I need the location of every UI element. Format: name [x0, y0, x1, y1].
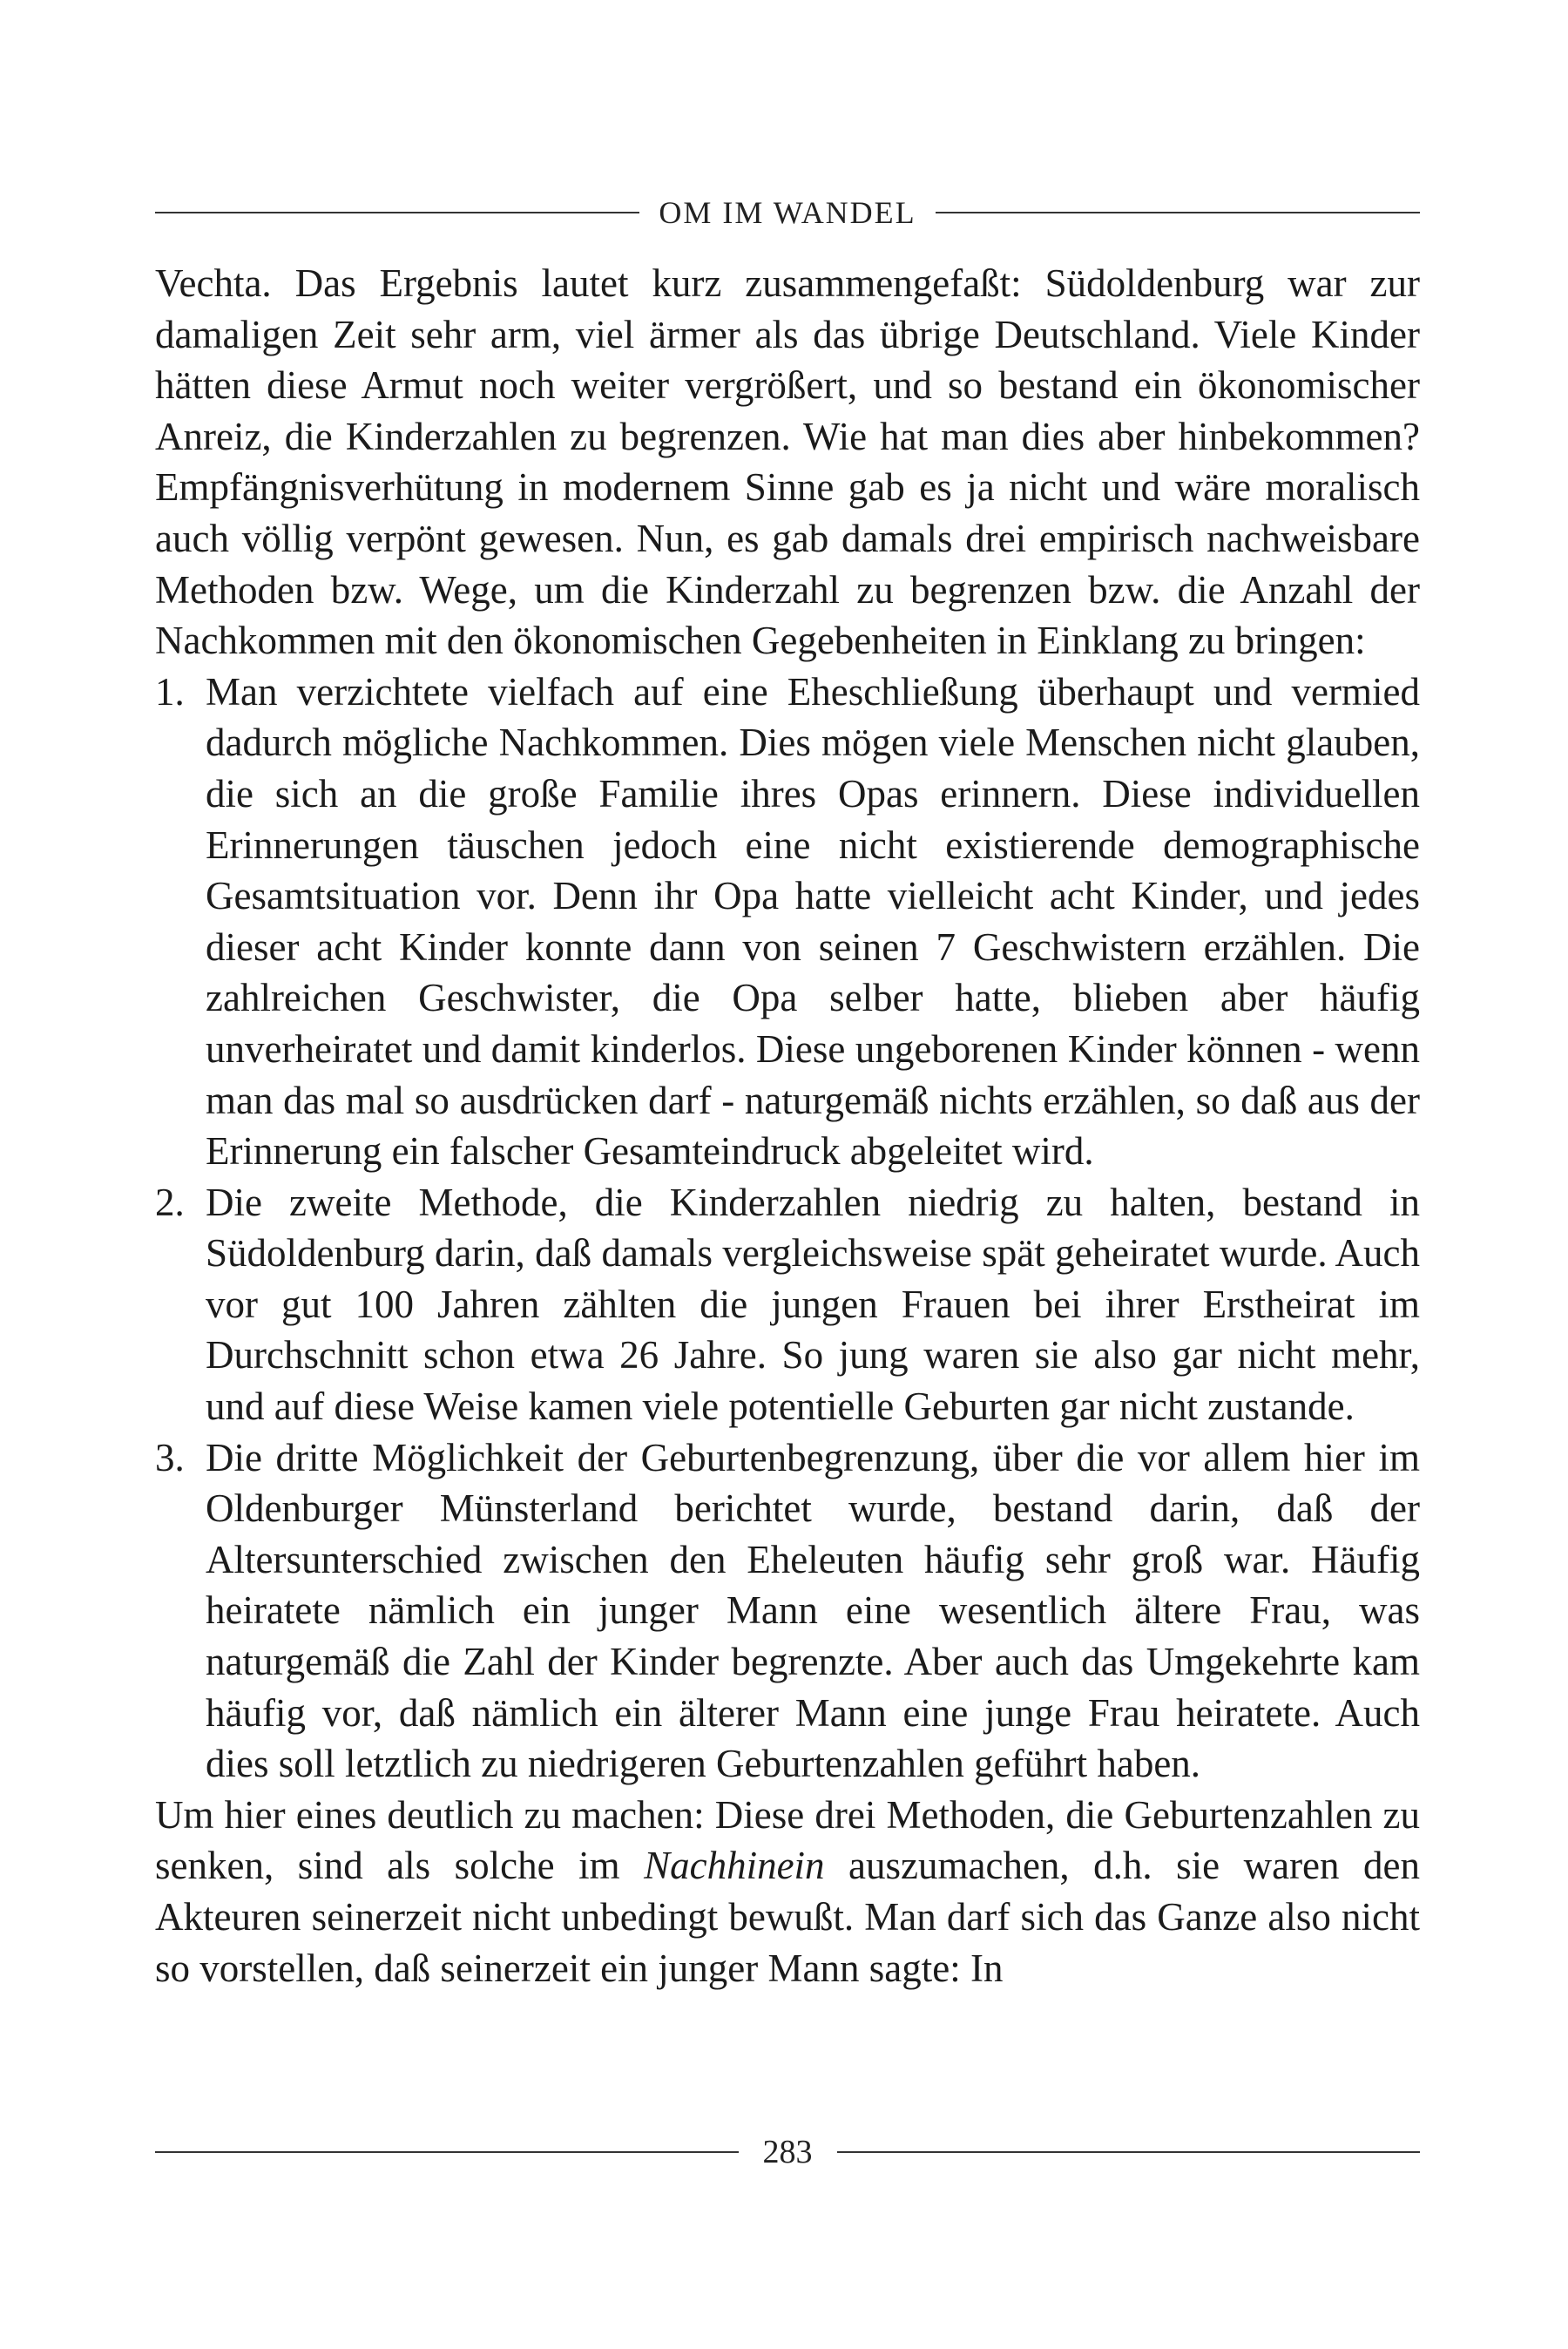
methods-list	[155, 667, 1420, 1790]
list-item-text: Die dritte Möglichkeit der Geburtenbegrenzung, über die vor allem hier im Oldenburger Münsterland berichtet wurde, bestand darin, daß der Altersunterschied zwischen den Eheleuten häufig sehr groß war. Häufig heiratete nämlich ein junger Mann eine wesentlich ältere Frau, was naturgemäß die Zahl der Kinder begrenzte. Aber auch das Umgekehrte kam häufig vor, daß nämlich ein älterer Mann eine junge Frau heiratete. Auch dies soll letztlich zu niedrigeren Geburtenzahlen geführt haben.	[206, 1435, 1420, 1786]
closing-text-end: auszumachen, d.h. sie waren den Akteuren seinerzeit nicht unbedingt bewußt. Man darf sich das Ganze also nicht so vorstellen, daß seinerzeit ein junger Mann sagte: In	[155, 1844, 1420, 1990]
footer-rule-left	[155, 2151, 739, 2153]
list-item-number: 2.	[155, 1180, 185, 1224]
closing-paragraph	[155, 1790, 1420, 1994]
intro-paragraph: Vechta. Das Ergebnis lautet kurz zusammengefaßt: Südoldenburg war zur damaligen Zeit sehr arm, viel ärmer als das übrige Deutschland. Viele Kinder hätten diese Armut noch weiter vergrößert, und so bestand ein ökonomischer Anreiz, die Kinderzahlen zu begrenzen. Wie hat man dies aber hinbekommen? Empfängnisverhütung in modernem Sinne gab es ja nicht und wäre moralisch auch völlig verpönt gewesen. Nun, es gab damals drei empirisch nachweisbare Methoden bzw. Wege, um die Kinderzahl zu begrenzen bzw. die Anzahl der Nachkommen mit den ökonomischen Gegebenheiten in Einklang zu bringen:	[155, 261, 1420, 663]
closing-text-start: Um hier eines deutlich zu machen: Diese drei Methoden, die Geburtenzahlen zu senken, sind als solche im	[155, 1792, 1420, 1888]
list-item	[155, 667, 1420, 1177]
closing-emphasis: Nachhinein	[644, 1844, 825, 1888]
page-footer	[155, 2126, 1420, 2178]
list-item-text: Die zweite Methode, die Kinderzahlen niedrig zu halten, bestand in Südoldenburg darin, daß damals vergleichsweise spät geheiratet wurde. Auch vor gut 100 Jahren zählten die jungen Frauen bei ihrer Erstheirat im Durchschnitt schon etwa 26 Jahre. So jung waren sie also gar nicht mehr, und auf diese Weise kamen viele potentielle Geburten gar nicht zustande.	[206, 1180, 1420, 1429]
page-number: 283	[762, 2134, 813, 2170]
list-item-text: Man verzichtete vielfach auf eine Eheschließung überhaupt und vermied dadurch mögliche Nachkommen. Dies mögen viele Menschen nicht glauben, die sich an die große Familie ihres Opas erinnern. Diese individuellen Erinnerungen täuschen jedoch eine nicht existierende demographische Gesamtsituation vor. Denn ihr Opa hatte vielleicht acht Kinder, und jedes dieser acht Kinder konnte dann von seinen 7 Geschwistern erzählen. Die zahlreichen Geschwister, die Opa selber hatte, blieben aber häufig unverheiratet und damit kinderlos. Diese ungeborenen Kinder können - wenn man das mal so ausdrücken darf - naturgemäß nichts erzählen, so daß aus der Erinnerung ein falscher Gesamteindruck abgeleitet wird.	[206, 669, 1420, 1174]
running-title: OM IM WANDEL	[659, 195, 916, 230]
list-item-number: 1.	[155, 669, 185, 714]
book-page	[155, 0, 1420, 2349]
list-item	[155, 1177, 1420, 1432]
running-header	[155, 186, 1420, 239]
body-text	[155, 258, 1420, 1994]
list-item-number: 3.	[155, 1435, 185, 1479]
header-rule-left	[155, 212, 639, 213]
header-rule-right	[936, 212, 1420, 213]
footer-rule-right	[837, 2151, 1421, 2153]
list-item	[155, 1432, 1420, 1790]
